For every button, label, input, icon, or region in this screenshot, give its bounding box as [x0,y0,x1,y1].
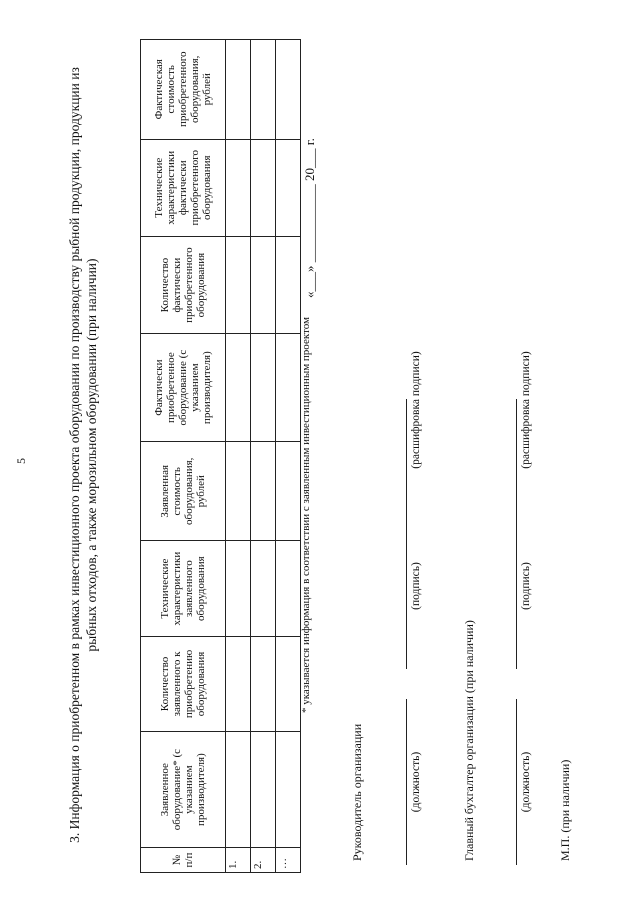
head-label: Руководитель организации [350,723,364,861]
head-signature-line [406,503,407,669]
accountant-signature-caption: (подпись) [520,562,532,610]
section-title: 3. Информация о приобретенном в рамках инвестиционного проекта оборудовании по производству рыбной продукции, продукции из рыбных отходов, а также морозильном оборудовании (при наличии) [67,67,99,843]
table-header-row [141,40,226,873]
stamp-note: М.П. (при наличии) [558,759,572,861]
header-number: № п/п [141,848,226,873]
row-number: … [276,848,301,873]
accountant-label: Главный бухгалтер организации (при наличии) [462,620,476,861]
header-actual-cost: Фактическая стоимость приобретенного оборудования, рублей [141,40,226,140]
accountant-position-caption: (должность) [520,751,532,813]
accountant-decoding-line [516,399,517,503]
accountant-position-line [516,699,517,865]
header-actual-equipment: Фактически приобретенное оборудование (с указанием производителя) [141,334,226,442]
head-position-caption: (должность) [410,751,422,813]
head-decoding-line [406,399,407,503]
equipment-table [140,39,301,873]
header-actual-specs: Технические характеристики фактически приобретенного оборудования [141,139,226,236]
row-number: 1. [226,848,251,873]
table-row [251,40,276,873]
header-actual-quantity: Количество фактически приобретенного оборудования [141,236,226,333]
header-declared-quantity: Количество заявленного к приобретению оборудования [141,636,226,731]
date-line: «___» ____________ 20___ г. [302,138,317,298]
row-number: 2. [251,848,276,873]
accountant-decoding-caption: (расшифровка подписи) [520,351,532,469]
accountant-signature-line [516,503,517,669]
header-declared-specs: Технические характеристики заявленного оборудования [141,541,226,636]
head-decoding-caption: (расшифровка подписи) [410,351,422,469]
header-declared-cost: Заявленная стоимость оборудования, рублей [141,442,226,541]
head-signature-caption: (подпись) [410,562,422,610]
table-row [276,40,301,873]
page-number: 5 [14,458,28,464]
header-declared-equipment: Заявленное оборудование* (с указанием производителя) [141,732,226,848]
head-position-line [406,699,407,865]
table-row [226,40,251,873]
footnote: * указывается информация в соответствии с заявленным инвестиционным проектом [300,317,312,713]
